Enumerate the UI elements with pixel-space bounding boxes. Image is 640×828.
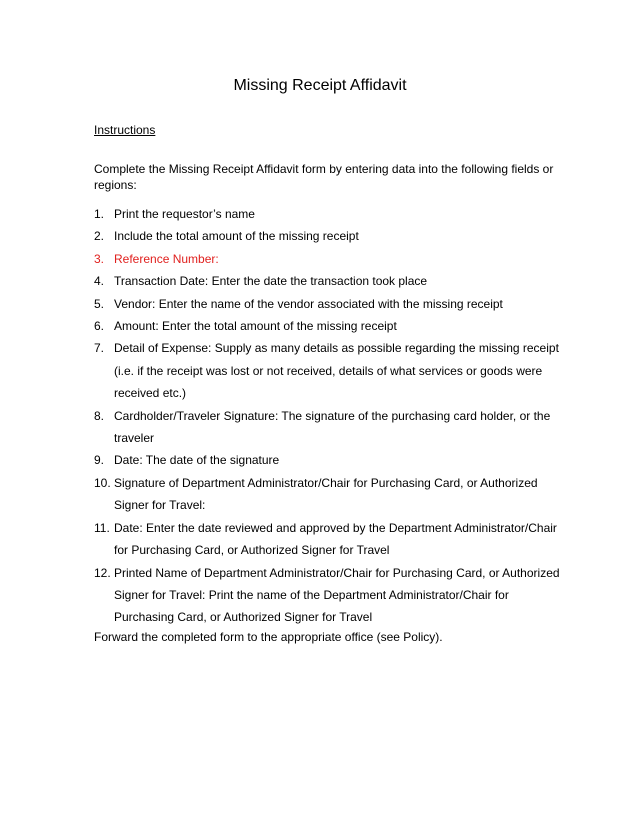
list-item-number: 10. [94, 475, 111, 490]
list-item-number: 8. [94, 408, 105, 423]
list-item-text: Reference Number: [114, 251, 219, 266]
list-item [94, 562, 564, 629]
list-item-number: 7. [94, 341, 105, 356]
list-item-text: Printed Name of Department Administrator/Chair for Purchasing Card, or Authorized Signer for Travel: Print the name of the Department Administrator/Chair for Purchasing Card, or Authorized Signer for Travel [114, 565, 560, 625]
list-item-text: Print the requestor’s name [114, 207, 255, 221]
list-item [94, 472, 564, 517]
list-item [94, 517, 564, 562]
list-item [94, 225, 564, 247]
list-item-text: Cardholder/Traveler Signature: The signature of the purchasing card holder, or the traveler [114, 408, 551, 446]
list-item-text: Vendor: Enter the name of the vendor associated with the missing receipt [114, 296, 503, 311]
instruction-list [94, 203, 564, 629]
list-item [94, 203, 564, 225]
list-item-number: 2. [94, 229, 105, 244]
list-item-text: Date: Enter the date reviewed and approved by the Department Administrator/Chair for Purchasing Card, or Authorized Signer for Travel [114, 520, 557, 558]
list-item-number: 1. [94, 207, 105, 221]
list-item-text: Detail of Expense: Supply as many details as possible regarding the missing receipt (i.e. if the receipt was lost or not received, details of what services or goods were received etc.) [114, 341, 559, 401]
list-item-text: Transaction Date: Enter the date the transaction took place [114, 274, 428, 289]
list-item-text: Amount: Enter the total amount of the missing receipt [114, 319, 397, 334]
instructions-heading: Instructions [94, 123, 156, 137]
list-item-number: 3. [94, 251, 105, 266]
list-item-text: Signature of Department Administrator/Chair for Purchasing Card, or Authorized Signer for Travel: [114, 475, 538, 513]
list-item-text: Date: The date of the signature [114, 453, 280, 468]
intro-paragraph: Complete the Missing Receipt Affidavit form by entering data into the following fields or regions: [94, 162, 554, 192]
list-item [94, 405, 564, 450]
list-item-number: 9. [94, 453, 105, 468]
list-item-number: 11. [94, 520, 110, 535]
list-item [94, 293, 564, 315]
list-item [94, 315, 564, 337]
list-item-number: 5. [94, 296, 105, 311]
page-title: Missing Receipt Affidavit [233, 77, 407, 94]
list-item [94, 337, 564, 404]
list-item [94, 270, 564, 292]
list-item-text: Include the total amount of the missing receipt [114, 229, 359, 244]
list-item-number: 6. [94, 319, 105, 334]
list-item-number: 4. [94, 274, 105, 289]
list-item-highlighted [94, 248, 564, 270]
list-item-number: 12. [94, 565, 111, 580]
closing-paragraph: Forward the completed form to the appropriate office (see Policy). [94, 630, 443, 644]
list-item [94, 449, 564, 471]
